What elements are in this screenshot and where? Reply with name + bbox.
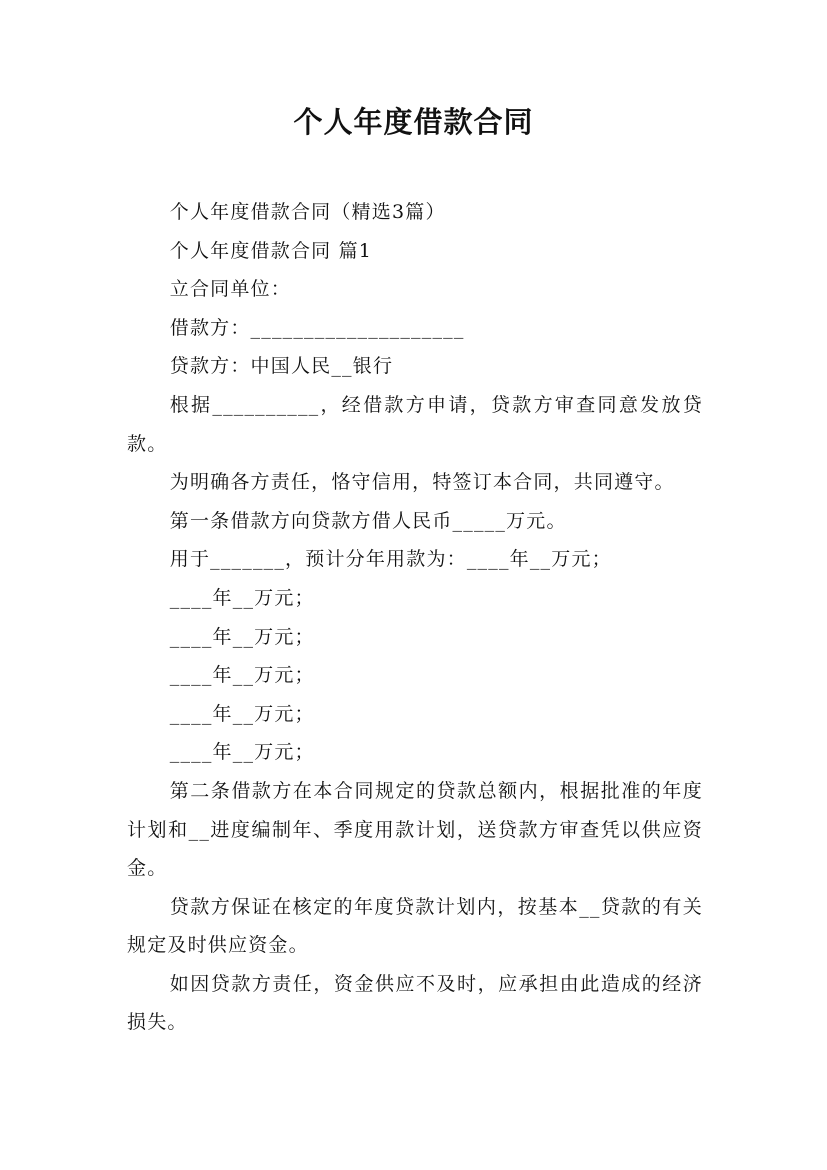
- paragraph-lender-guarantee: 贷款方保证在核定的年度贷款计划内，按基本__贷款的有关规定及时供应资金。: [127, 895, 703, 957]
- paragraph-purpose: 为明确各方责任，恪守信用，特签订本合同，共同遵守。: [169, 471, 675, 494]
- paragraph-year-line: ____年__万元；: [169, 664, 315, 687]
- paragraph-year-line: ____年__万元；: [169, 586, 315, 609]
- paragraph-article-1: 第一条借款方向贷款方借人民币_____万元。: [169, 509, 567, 532]
- paragraph-article-2: 第二条借款方在本合同规定的贷款总额内，根据批准的年度计划和__进度编制年、季度用款计划，送贷款方审查凭以供应资金。: [127, 779, 703, 880]
- paragraph-borrower: 借款方：____________________: [169, 316, 465, 339]
- paragraph-basis: 根据__________，经借款方申请，贷款方审查同意发放贷款。: [127, 393, 703, 455]
- paragraph-lender: 贷款方：中国人民__银行: [169, 355, 394, 378]
- document-title: 个人年度借款合同: [293, 105, 534, 139]
- paragraph-liability: 如因贷款方责任，资金供应不及时，应承担由此造成的经济损失。: [127, 972, 703, 1034]
- document-body: [127, 193, 703, 1042]
- paragraph-section-heading: 个人年度借款合同 篇1: [169, 239, 373, 262]
- paragraph-subtitle: 个人年度借款合同（精选3篇）: [169, 201, 446, 223]
- paragraph-usage: 用于_______，预计分年用款为：____年__万元；: [169, 548, 612, 571]
- paragraph-parties-label: 立合同单位：: [169, 278, 291, 301]
- paragraph-year-line: ____年__万元；: [169, 625, 315, 648]
- paragraph-year-line: ____年__万元；: [169, 702, 315, 725]
- paragraph-year-line: ____年__万元；: [169, 741, 315, 764]
